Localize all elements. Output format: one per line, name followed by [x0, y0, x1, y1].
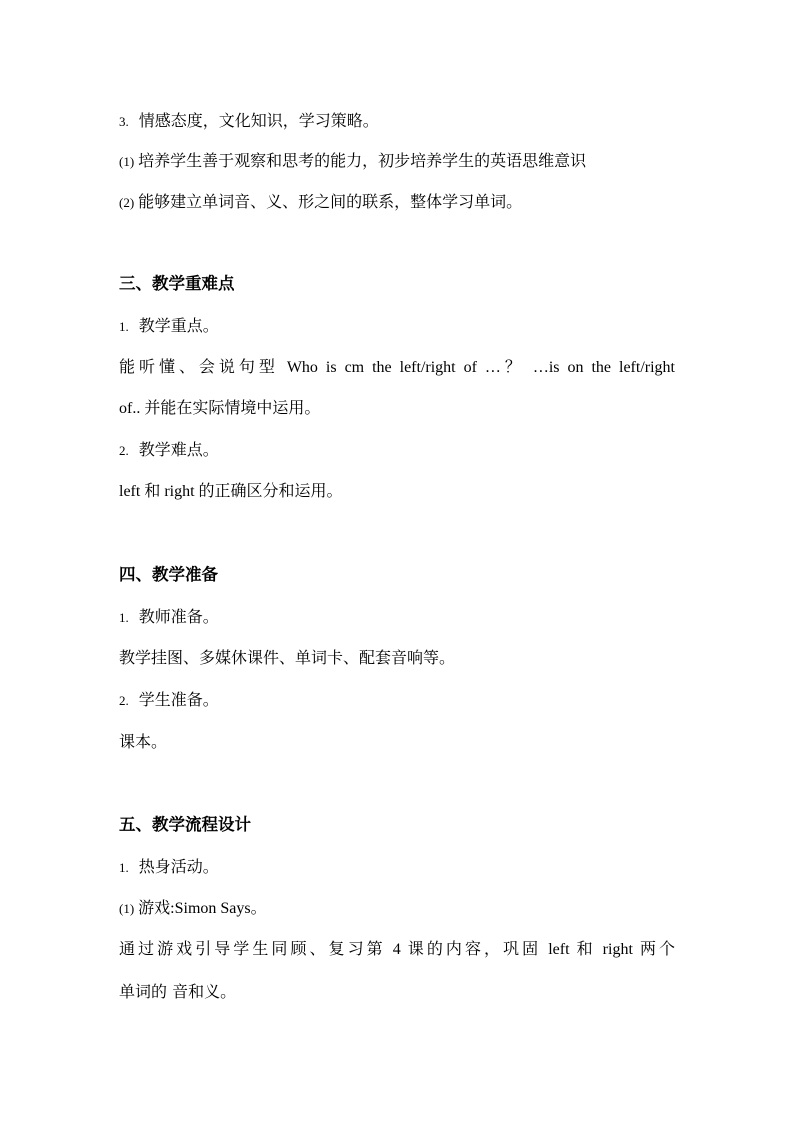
list-marker: (1) — [119, 154, 135, 169]
paragraph-line: 教学挂图、多媒休课件、单词卡、配套音响等。 — [119, 648, 456, 667]
list-item-text: 热身活动。 — [138, 857, 219, 876]
list-item-text: 培养学生善于观察和思考的能力，初步培养学生的英语思维意识 — [138, 151, 587, 170]
list-item-teacher-prep — [119, 607, 219, 628]
paragraph-line: 课本。 — [119, 732, 168, 751]
list-marker: 3. — [119, 114, 129, 129]
list-item-text: 能够建立单词音、义、形之间的联系，整体学习单词。 — [138, 192, 523, 211]
section-heading-3: 三、教学重难点 — [119, 274, 235, 293]
list-item-focus — [119, 316, 219, 337]
list-marker: (1) — [119, 901, 135, 916]
list-item-warmup — [119, 857, 219, 878]
list-marker: 1. — [119, 610, 129, 625]
list-item-difficulty — [119, 440, 219, 461]
sub-item-game — [119, 898, 267, 919]
list-item-text: 教师准备。 — [138, 607, 219, 626]
list-item-text: 学生准备。 — [138, 690, 219, 709]
list-item-text: 教学重点。 — [138, 316, 219, 335]
list-marker: 2. — [119, 443, 129, 458]
list-item-text: 游戏:Simon Says。 — [138, 900, 267, 917]
sub-item-2 — [119, 192, 522, 213]
section-heading-4: 四、教学准备 — [119, 565, 218, 584]
list-item-student-prep — [119, 690, 219, 711]
paragraph-line: left 和 right 的正确区分和运用。 — [119, 483, 343, 500]
list-marker: 2. — [119, 693, 129, 708]
list-item-3 — [119, 111, 379, 132]
list-marker: 1. — [119, 860, 129, 875]
list-marker: (2) — [119, 195, 135, 210]
paragraph-line: 单词的 音和义。 — [119, 982, 237, 1001]
paragraph-line: 通过游戏引导学生同顾、复习第 4 课的内容，巩固 left 和 right 两个 — [119, 941, 675, 958]
paragraph-line: of.. 并能在实际情境中运用。 — [119, 400, 321, 417]
sub-item-1 — [119, 151, 586, 172]
section-heading-5: 五、教学流程设计 — [119, 815, 251, 834]
list-item-text: 教学难点。 — [138, 440, 219, 459]
list-item-text: 情感态度，文化知识，学习策略。 — [138, 111, 379, 130]
list-marker: 1. — [119, 319, 129, 334]
paragraph-line: 能听懂、会说句型 Who is cm the left/right of …？ …is on the left/right — [119, 359, 675, 376]
